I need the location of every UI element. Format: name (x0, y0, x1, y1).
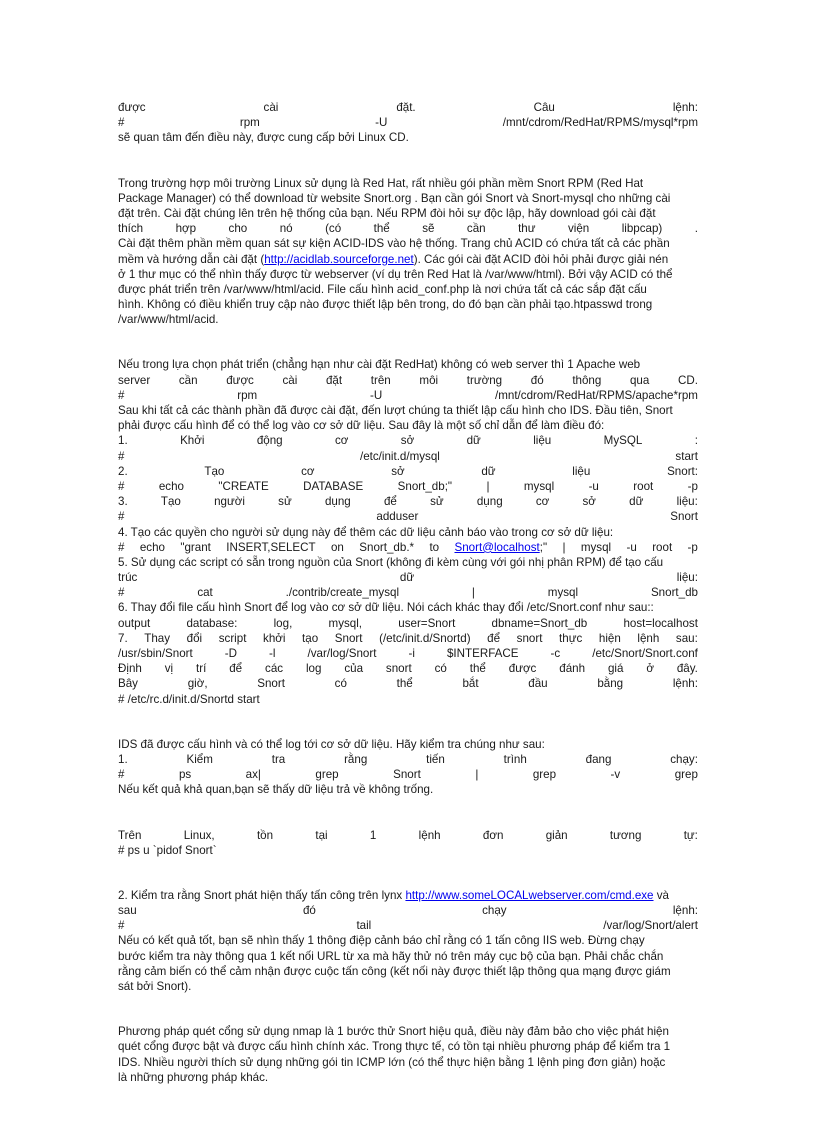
word: . (694, 222, 698, 236)
word: đây. (676, 662, 698, 676)
word: echo (139, 540, 165, 554)
word: cơ (535, 495, 550, 509)
word: /usr/sbin/Snort (118, 647, 193, 660)
text-line: bước kiểm tra này thông qua 1 kết nối URL từ xa mà hãy thử nó trên máy cục bộ của bạn. Phải chắc chắn (118, 949, 664, 963)
word: : (694, 434, 698, 448)
word: 3. (118, 495, 128, 509)
word: có (434, 662, 447, 676)
word: đơn (482, 828, 504, 842)
word: sẽ (422, 222, 435, 236)
word: Bây (118, 677, 138, 691)
word: đặt. (396, 101, 416, 114)
text-line: sẽ quan tâm đến điều này, được cung cấp bởi Linux CD. (118, 131, 409, 145)
word: $INTERFACE (446, 647, 519, 660)
word: # (118, 116, 125, 130)
word: Snort (393, 768, 421, 782)
link-group (454, 540, 547, 555)
word: cho (228, 222, 248, 236)
word: ax| (245, 768, 261, 782)
word: /mnt/cdrom/RedHat/RPMS/apache*rpm (495, 388, 698, 402)
text-line (118, 661, 698, 676)
word: đang (585, 752, 612, 766)
word: thể (396, 677, 413, 691)
word: cài (263, 101, 279, 114)
word: | (475, 768, 479, 782)
word: rpm (237, 388, 258, 402)
word: Thay (144, 631, 171, 645)
word: lệnh: (672, 677, 698, 691)
word: được (508, 662, 537, 676)
word: -u (626, 540, 637, 554)
word: log (305, 662, 322, 676)
word: # (118, 449, 125, 463)
text-line: rằng cảm biến có thể cảm nhận được cuộc tấn công (kết nối này được thiết lập thông qua mạng được giám (118, 964, 671, 978)
word: grep (674, 768, 698, 782)
word: để (383, 495, 397, 509)
word: ;" (539, 540, 548, 554)
word: tiến (426, 752, 445, 766)
word: lệnh (418, 828, 441, 842)
text-line (118, 373, 698, 388)
text-line: Sau khi tất cả các thành phần đã được cài đặt, đến lượt chúng ta thiết lập cấu hình cho IDS. Đầu tiên, Snort (118, 404, 673, 417)
word: lệnh (637, 631, 660, 645)
text-line: ở 1 thư mục có thể nhìn thấy được từ webserver (ví dụ trên Red Hat là /var/www/html). Bởi vậy ACID có thể (118, 267, 673, 281)
word: MySQL (603, 434, 643, 448)
text-line: Package Manager) có thể download từ website Snort.org . Bạn cần gói Snort và Snort-mysql cho những cài (118, 191, 671, 205)
word: giá (607, 662, 624, 676)
word: mysql (523, 479, 555, 493)
word: echo (158, 479, 184, 493)
word: trình (503, 752, 527, 766)
word: thư (518, 222, 536, 236)
command-line (118, 115, 698, 130)
word: vị (164, 662, 174, 676)
word: đầu (528, 677, 548, 691)
word: thông (572, 373, 602, 387)
word: CD. (677, 373, 698, 387)
command-line (118, 918, 698, 933)
word: Tạo (204, 464, 225, 478)
word: trường (466, 373, 503, 387)
word: "CREATE (218, 479, 269, 493)
text-line: 6. Thay đổi file cấu hình Snort để log vào cơ sở dữ liệu. Nói cách khác thay đổi /etc/Snort.conf như sau:: (118, 601, 654, 615)
word: trúc (118, 571, 138, 585)
word: Snort_db;" (397, 479, 453, 493)
command-line (118, 646, 698, 661)
text-line: mềm và hướng dẫn cài đặt (http://acidlab.sourceforge.net). Các gói cài đặt ACID đòi hỏi phải được giải nén (118, 252, 669, 266)
word: hiện (598, 631, 621, 645)
word: dữ (399, 571, 415, 585)
word: Kiểm (186, 752, 213, 766)
word: # (118, 479, 125, 493)
command-line (118, 479, 698, 494)
command-line (118, 388, 698, 403)
word: output (118, 616, 151, 630)
word: cơ (301, 464, 315, 478)
word: INSERT,SELECT (226, 540, 316, 554)
word: script (218, 631, 247, 645)
text-line: /var/www/html/acid. (118, 313, 219, 327)
word: -i (408, 647, 415, 660)
word: server (118, 373, 151, 387)
command-line: # ps u `pidof Snort` (118, 843, 217, 857)
word: sau (118, 904, 137, 918)
word: liệu: (676, 495, 698, 509)
word: | (562, 540, 566, 554)
word: sử (430, 495, 444, 509)
word: 1. (118, 752, 128, 766)
word: Câu (533, 101, 555, 114)
word: tạo (302, 631, 319, 645)
word: /var/log/Snort/alert (603, 919, 698, 933)
word: đánh (559, 662, 586, 676)
word: DATABASE (303, 479, 364, 493)
word: đó (302, 904, 316, 918)
word: chạy (482, 904, 507, 918)
word: log, (273, 616, 293, 630)
text-line: 2. Kiểm tra rằng Snort phát hiện thấy tấn công trên lynx http://www.someLOCALwebserver.com/cmd.exe và (118, 888, 669, 902)
text-line (118, 464, 698, 479)
word: # (118, 768, 125, 782)
word: -p (687, 479, 698, 493)
word: cơ (335, 434, 349, 448)
word: ps (178, 768, 192, 782)
word: dữ (481, 464, 496, 478)
word: Định (118, 662, 142, 676)
word: | (471, 586, 475, 600)
text-line: 5. Sử dụng các script có sẵn trong nguồn của Snort (không đi kèm cùng với gói nhị phân RPM) để tạo cấu (118, 555, 664, 569)
word: (/etc/init.d/Snortd) (379, 631, 471, 645)
word: # (118, 510, 125, 524)
document-page (118, 100, 698, 1085)
text-line (118, 570, 698, 585)
word: -l (269, 647, 276, 660)
word: cần (466, 222, 486, 236)
word: snort (385, 662, 412, 676)
word: đó (530, 373, 544, 387)
word: thể (469, 662, 486, 676)
word: adduser (376, 510, 419, 524)
word: viện (567, 222, 590, 236)
word: dụng (476, 495, 503, 509)
word: mysql (580, 540, 612, 554)
word: to (429, 540, 440, 554)
text-line: đặt trên. Cài đặt chúng lên trên hệ thống của bạn. Nếu RPM đòi hỏi sự độc lập, hãy download gói cài đặt (118, 206, 656, 220)
word: start (675, 449, 698, 463)
word: ./contrib/create_mysql (285, 586, 400, 600)
word: Tạo (160, 495, 181, 509)
word: Snort_db.* (359, 540, 415, 554)
text-line: Nếu kết quả khả quan,bạn sẽ thấy dữ liệu trả về không trống. (118, 783, 434, 797)
text-line: 4. Tạo các quyền cho người sử dụng này để thêm các dữ liệu cảnh báo vào trong cơ sở dữ liệu: (118, 525, 614, 539)
word: # (118, 919, 125, 933)
word: cần (178, 373, 198, 387)
text-line: IDS. Nhiều người thích sử dụng những gói tin ICMP lớn (có thể thực hiện bằng 1 lệnh ping đơn giản) hoặc (118, 1055, 666, 1069)
word: # (118, 388, 125, 402)
word: -c (550, 647, 561, 660)
word: cài (282, 373, 298, 387)
word: 1 (369, 828, 377, 842)
word: "grant (180, 540, 211, 554)
word: tự: (683, 828, 698, 842)
word: Snort (257, 677, 285, 691)
text-line: hình. Không có điều khiển truy cập nào được thiết lập bên trong, do đó bạn cần phải tạo.htpasswd trong (118, 298, 653, 312)
word: dụng (324, 495, 351, 509)
word: để (487, 631, 501, 645)
command-line (118, 767, 698, 782)
word: -v (610, 768, 621, 782)
command-line (118, 585, 698, 600)
text-line (118, 828, 698, 843)
word: tại (315, 828, 328, 842)
text-line (118, 221, 698, 236)
word: host=localhost (623, 616, 698, 630)
text-line: Nếu có kết quả tốt, bạn sẽ nhìn thấy 1 thông điệp cảnh báo chỉ rằng có 1 tấn công IIS web. Đừng chạy (118, 934, 645, 948)
word: -D (224, 647, 238, 660)
word: -U (369, 388, 383, 402)
text-line (118, 903, 698, 918)
word: 1. (118, 434, 128, 448)
word: trên (370, 373, 391, 387)
word: Khởi (180, 434, 205, 448)
word: dữ (629, 495, 644, 509)
word: sở (400, 434, 415, 448)
word: được (118, 101, 146, 114)
word: của (344, 662, 364, 676)
word: /mnt/cdrom/RedHat/RPMS/mysql*rpm (502, 116, 698, 130)
word: môi (419, 373, 439, 387)
word: grep (532, 768, 557, 782)
word: /var/log/Snort (307, 647, 377, 660)
text-line (118, 494, 698, 509)
word: rằng (344, 752, 368, 766)
command-line: # /etc/rc.d/init.d/Snortd start (118, 692, 260, 706)
command-line (118, 449, 698, 464)
command-line (118, 509, 698, 524)
text-line: Nếu trong lựa chọn phát triển (chẳng hạn như cài đặt RedHat) không có web server thì 1 Apache web (118, 358, 641, 372)
word: (có (325, 222, 342, 236)
word: có (334, 677, 347, 691)
word: động (256, 434, 283, 448)
text-line: là những phương pháp khác. (118, 1070, 269, 1084)
word: /etc/init.d/mysql (359, 449, 440, 463)
word: database: (186, 616, 238, 630)
word: các (265, 662, 284, 676)
word: on (330, 540, 344, 554)
text-line: Trong trường hợp môi trường Linux sử dụng là Red Hat, rất nhiều gói phần mềm Snort RPM (Red Hat (118, 176, 644, 190)
text-line: IDS đã được cấu hình và có thể log tới cơ sở dữ liệu. Hãy kiểm tra chúng như sau: (118, 737, 545, 751)
word: dbname=Snort_db (491, 616, 588, 630)
word: nó (279, 222, 293, 236)
word: -u (588, 479, 599, 493)
word: root (633, 479, 654, 493)
word: # (118, 540, 125, 554)
word: Snort (334, 631, 363, 645)
word: sử (278, 495, 292, 509)
word: rpm (239, 116, 260, 130)
word: | (486, 479, 490, 493)
command-line (118, 540, 698, 555)
word: trí (196, 662, 207, 676)
word: liệu (572, 464, 591, 478)
text-line (118, 752, 698, 767)
text-line: được phát triển trên /var/www/html/acid. File cấu hình acid_conf.php là nơi chứa tất cả các sắp đặt cấu (118, 282, 647, 296)
word: dữ (466, 434, 481, 448)
word: Linux, (183, 828, 215, 842)
word: root (652, 540, 673, 554)
word: sở (391, 464, 405, 478)
word: Trên (118, 828, 142, 842)
word: lệnh: (672, 904, 698, 918)
word: thích (118, 222, 144, 236)
text-line: Cài đặt thêm phần mềm quan sát sự kiện ACID-IDS vào hệ thống. Trang chủ ACID có chứa tất cả các phần (118, 237, 670, 251)
word: -U (375, 116, 388, 130)
word: mysql, (328, 616, 363, 630)
acidlab-link[interactable]: http://acidlab.sourceforge.net (264, 252, 414, 266)
text-line: Phương pháp quét cổng sử dụng nmap là 1 bước thử Snort hiệu quả, điều này đảm bảo cho việc phát hiện (118, 1025, 669, 1039)
text-line: phải được cấu hình để có thể log vào cơ sở dữ liệu. Sau đây là một số chỉ dẫn để làm điều đó: (118, 419, 605, 433)
word: sở (582, 495, 596, 509)
word: giờ, (187, 677, 208, 691)
word: /etc/Snort/Snort.conf (592, 647, 698, 660)
text-line: sát bởi Snort). (118, 980, 192, 993)
word: user=Snort (398, 616, 456, 630)
word: liệu: (676, 571, 698, 585)
word: -p (687, 540, 698, 554)
word: sau: (675, 631, 698, 645)
word: Snort_db (650, 586, 698, 600)
word: libpcap) (621, 222, 663, 236)
word: Snort (670, 510, 698, 524)
word: khởi (263, 631, 286, 645)
word: thực (559, 631, 583, 645)
word: giản (545, 828, 568, 842)
word: grep (315, 768, 339, 782)
word: thể (373, 222, 390, 236)
word: tồn (256, 828, 274, 842)
word: liệu (533, 434, 552, 448)
word: người (214, 495, 245, 509)
word: snort (516, 631, 543, 645)
word: đổi (186, 631, 203, 645)
config-line (118, 616, 698, 631)
word: để (229, 662, 243, 676)
text-line: quét cổng được bật và được cấu hình chính xác. Trong thực tế, có tồn tại nhiều phương pháp để kiểm tra 1 (118, 1040, 671, 1054)
word: được (226, 373, 254, 387)
snort-localhost-link[interactable]: Snort@localhost (454, 540, 540, 554)
text-line (118, 100, 698, 115)
word: đặt (325, 373, 343, 387)
word: cat (197, 586, 213, 600)
cmd-exe-link[interactable]: http://www.someLOCALwebserver.com/cmd.exe (405, 888, 654, 902)
word: tail (356, 919, 372, 933)
word: ở (646, 662, 654, 676)
word: tra (271, 752, 286, 766)
text-line (118, 433, 698, 448)
word: Snort: (667, 464, 698, 478)
word: chạy: (670, 752, 698, 766)
word: qua (629, 373, 650, 387)
word: mysql (547, 586, 579, 600)
word: 7. (118, 631, 128, 645)
word: tương (609, 828, 642, 842)
word: lệnh: (672, 101, 698, 114)
text-line (118, 631, 698, 646)
word: bằng (597, 677, 624, 691)
word: # (118, 586, 125, 600)
word: 2. (118, 464, 128, 478)
word: bắt (462, 677, 479, 691)
text-line (118, 676, 698, 691)
word: hợp (175, 222, 197, 236)
